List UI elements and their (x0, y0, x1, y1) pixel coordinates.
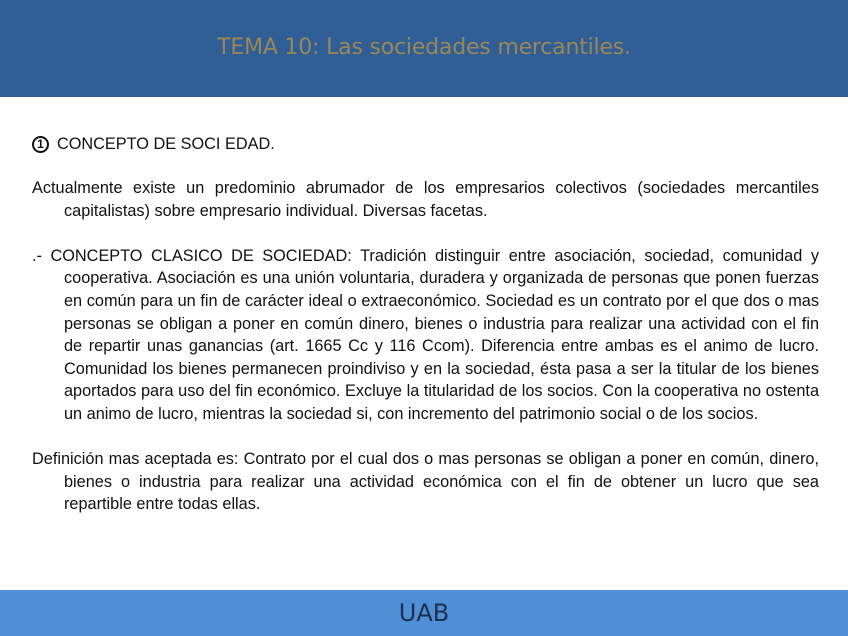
slide-title: TEMA 10: Las sociedades mercantiles. (217, 35, 631, 60)
paragraph-classic-concept: .- CONCEPTO CLASICO DE SOCIEDAD: Tradición distinguir entre asociación, sociedad, comunidad y cooperativa. Asociación es una unión voluntaria, duradera y organizada de personas que ponen fuerzas en común para un fin de carácter ideal o extraeconómico. Sociedad es un contrato por el que dos o mas personas se obligan a poner en común dinero, bienes o industria para realizar una actividad con el fin de repartir unas ganancias (art. 1665 Cc y 116 Ccom). Diferencia entre ambas es el animo de lucro. Comunidad los bienes permanecen proindiviso y en la sociedad, ésta pasa a ser la titular de los bienes aportados para uso del fin económico. Excluye la titularidad de los socios. Con la cooperativa no ostenta un animo de lucro, mientras la sociedad si, con incremento del patrimonio social o de los socios. (32, 246, 819, 423)
section-heading (32, 131, 819, 157)
footer-bar (0, 590, 848, 636)
paragraph-definition: Definición mas aceptada es: Contrato por el cual dos o mas personas se obligan a poner en común, dinero, bienes o industria para realizar una actividad económica con el fin de obtener un lucro que sea repartible entre todas ellas. (32, 450, 819, 514)
paragraph-intro: Actualmente existe un predominio abrumador de los empresarios colectivos (sociedades mercantiles capitalistas) sobre empresario individual. Diversas facetas. (32, 179, 819, 220)
section-title: CONCEPTO DE SOCI EDAD. (57, 134, 275, 153)
circled-number-icon: 1 (32, 136, 49, 153)
header-bar (0, 0, 848, 97)
slide-body (32, 131, 819, 539)
footer-label: UAB (398, 599, 450, 627)
